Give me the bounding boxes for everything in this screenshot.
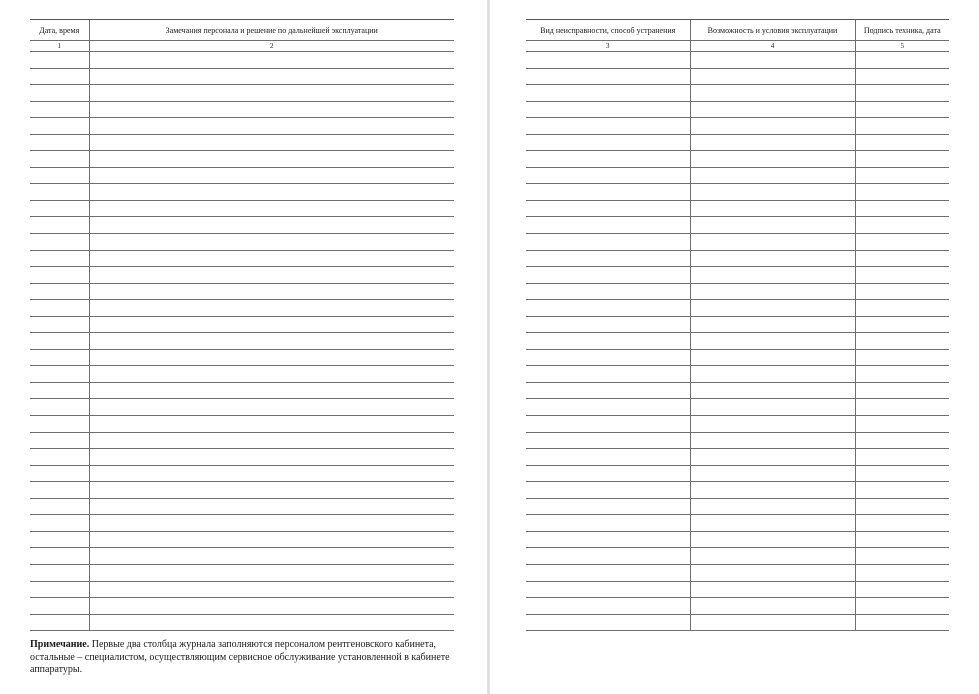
journal-row xyxy=(526,250,949,267)
journal-row xyxy=(526,416,949,433)
journal-cell[interactable] xyxy=(855,283,949,300)
journal-cell[interactable] xyxy=(30,52,89,69)
journal-cell[interactable] xyxy=(30,366,89,383)
journal-cell[interactable] xyxy=(30,267,89,284)
journal-row xyxy=(30,68,454,85)
journal-cell[interactable] xyxy=(855,432,949,449)
journal-cell[interactable] xyxy=(526,151,690,168)
journal-row xyxy=(30,300,454,317)
journal-row xyxy=(30,598,454,615)
journal-row xyxy=(30,52,454,69)
column-number-3: 3 xyxy=(526,41,690,52)
journal-cell[interactable] xyxy=(89,498,454,515)
journal-row xyxy=(30,366,454,383)
journal-cell[interactable] xyxy=(526,68,690,85)
journal-cell[interactable] xyxy=(855,300,949,317)
journal-cell[interactable] xyxy=(526,531,690,548)
column-number-4: 4 xyxy=(690,41,855,52)
journal-cell[interactable] xyxy=(30,316,89,333)
journal-cell[interactable] xyxy=(89,432,454,449)
journal-cell[interactable] xyxy=(690,52,855,69)
journal-cell[interactable] xyxy=(690,614,855,631)
journal-cell[interactable] xyxy=(526,234,690,251)
column-number-5: 5 xyxy=(855,41,949,52)
journal-cell[interactable] xyxy=(690,598,855,615)
journal-cell[interactable] xyxy=(30,68,89,85)
journal-cell[interactable] xyxy=(526,465,690,482)
journal-cell[interactable] xyxy=(30,234,89,251)
journal-cell[interactable] xyxy=(526,300,690,317)
journal-row xyxy=(30,316,454,333)
journal-row xyxy=(526,598,949,615)
column-header-date-time: Дата, время xyxy=(30,20,89,41)
journal-cell[interactable] xyxy=(690,531,855,548)
journal-row xyxy=(526,283,949,300)
journal-cell[interactable] xyxy=(30,200,89,217)
journal-cell[interactable] xyxy=(526,267,690,284)
journal-cell[interactable] xyxy=(30,449,89,466)
journal-row xyxy=(526,548,949,565)
journal-row xyxy=(526,482,949,499)
left-header-row xyxy=(30,20,454,41)
right-page xyxy=(490,0,979,694)
journal-cell[interactable] xyxy=(89,250,454,267)
journal-cell[interactable] xyxy=(690,200,855,217)
column-header-malfunction: Вид неисправности, способ устранения xyxy=(526,20,690,41)
journal-cell[interactable] xyxy=(30,151,89,168)
journal-cell[interactable] xyxy=(855,333,949,350)
journal-cell[interactable] xyxy=(30,250,89,267)
journal-cell[interactable] xyxy=(30,482,89,499)
journal-cell[interactable] xyxy=(855,515,949,532)
journal-row xyxy=(30,267,454,284)
journal-cell[interactable] xyxy=(690,482,855,499)
journal-cell[interactable] xyxy=(30,581,89,598)
journal-row xyxy=(30,382,454,399)
journal-cell[interactable] xyxy=(855,399,949,416)
journal-cell[interactable] xyxy=(690,184,855,201)
journal-row xyxy=(30,250,454,267)
journal-cell[interactable] xyxy=(690,267,855,284)
journal-note xyxy=(30,639,454,677)
journal-row xyxy=(526,432,949,449)
journal-cell[interactable] xyxy=(855,382,949,399)
journal-row xyxy=(526,167,949,184)
journal-cell[interactable] xyxy=(526,349,690,366)
journal-row xyxy=(526,449,949,466)
journal-cell[interactable] xyxy=(855,449,949,466)
journal-cell[interactable] xyxy=(690,250,855,267)
journal-row xyxy=(526,614,949,631)
journal-cell[interactable] xyxy=(30,167,89,184)
journal-row xyxy=(526,217,949,234)
left-column-number-row xyxy=(30,41,454,52)
journal-row xyxy=(526,300,949,317)
journal-cell[interactable] xyxy=(690,548,855,565)
journal-cell[interactable] xyxy=(690,349,855,366)
journal-row xyxy=(30,465,454,482)
left-page xyxy=(0,0,487,694)
journal-cell[interactable] xyxy=(690,465,855,482)
journal-cell[interactable] xyxy=(855,267,949,284)
journal-cell[interactable] xyxy=(526,614,690,631)
journal-cell[interactable] xyxy=(89,184,454,201)
journal-cell[interactable] xyxy=(89,614,454,631)
journal-cell[interactable] xyxy=(690,134,855,151)
journal-cell[interactable] xyxy=(855,68,949,85)
journal-row xyxy=(526,118,949,135)
journal-row xyxy=(30,151,454,168)
journal-cell[interactable] xyxy=(30,498,89,515)
journal-cell[interactable] xyxy=(690,432,855,449)
journal-row xyxy=(30,200,454,217)
journal-cell[interactable] xyxy=(30,101,89,118)
journal-cell[interactable] xyxy=(30,333,89,350)
journal-row xyxy=(30,531,454,548)
journal-cell[interactable] xyxy=(89,598,454,615)
journal-cell[interactable] xyxy=(89,217,454,234)
journal-row xyxy=(526,151,949,168)
journal-cell[interactable] xyxy=(30,465,89,482)
journal-cell[interactable] xyxy=(526,564,690,581)
journal-cell[interactable] xyxy=(690,118,855,135)
journal-row xyxy=(526,349,949,366)
journal-cell[interactable] xyxy=(89,416,454,433)
journal-cell[interactable] xyxy=(89,366,454,383)
journal-cell[interactable] xyxy=(30,217,89,234)
journal-cell[interactable] xyxy=(30,300,89,317)
journal-cell[interactable] xyxy=(30,184,89,201)
journal-cell[interactable] xyxy=(89,548,454,565)
journal-cell[interactable] xyxy=(30,531,89,548)
journal-row xyxy=(30,416,454,433)
journal-row xyxy=(30,498,454,515)
journal-cell[interactable] xyxy=(855,581,949,598)
journal-cell[interactable] xyxy=(690,101,855,118)
journal-cell[interactable] xyxy=(855,548,949,565)
journal-cell[interactable] xyxy=(690,498,855,515)
column-number-2: 2 xyxy=(89,41,454,52)
journal-row xyxy=(30,101,454,118)
journal-row xyxy=(30,482,454,499)
right-header-row xyxy=(526,20,949,41)
journal-cell[interactable] xyxy=(690,316,855,333)
journal-row xyxy=(30,333,454,350)
journal-row xyxy=(30,399,454,416)
journal-cell[interactable] xyxy=(855,101,949,118)
journal-cell[interactable] xyxy=(89,349,454,366)
journal-cell[interactable] xyxy=(30,399,89,416)
journal-cell[interactable] xyxy=(89,101,454,118)
journal-cell[interactable] xyxy=(526,382,690,399)
journal-cell[interactable] xyxy=(89,234,454,251)
journal-cell[interactable] xyxy=(89,581,454,598)
journal-cell[interactable] xyxy=(30,432,89,449)
journal-cell[interactable] xyxy=(526,449,690,466)
journal-cell[interactable] xyxy=(89,399,454,416)
journal-cell[interactable] xyxy=(690,515,855,532)
journal-row xyxy=(30,167,454,184)
journal-cell[interactable] xyxy=(690,217,855,234)
journal-cell[interactable] xyxy=(30,283,89,300)
journal-cell[interactable] xyxy=(89,482,454,499)
journal-cell[interactable] xyxy=(855,614,949,631)
journal-cell[interactable] xyxy=(526,482,690,499)
journal-cell[interactable] xyxy=(855,564,949,581)
journal-row xyxy=(526,333,949,350)
journal-cell[interactable] xyxy=(30,598,89,615)
journal-cell[interactable] xyxy=(855,250,949,267)
journal-row xyxy=(526,234,949,251)
column-number-1: 1 xyxy=(30,41,89,52)
journal-cell[interactable] xyxy=(30,515,89,532)
journal-cell[interactable] xyxy=(855,465,949,482)
column-header-remarks: Замечания персонала и решение по дальнейшей эксплуатации xyxy=(89,20,454,41)
journal-row xyxy=(526,200,949,217)
journal-cell[interactable] xyxy=(89,515,454,532)
journal-row xyxy=(526,498,949,515)
journal-cell[interactable] xyxy=(526,432,690,449)
journal-row xyxy=(30,234,454,251)
right-journal-table xyxy=(526,19,949,631)
journal-cell[interactable] xyxy=(855,134,949,151)
journal-row xyxy=(30,134,454,151)
journal-cell[interactable] xyxy=(526,52,690,69)
journal-cell[interactable] xyxy=(89,200,454,217)
journal-cell[interactable] xyxy=(30,118,89,135)
journal-cell[interactable] xyxy=(855,531,949,548)
journal-row xyxy=(30,217,454,234)
journal-row xyxy=(30,515,454,532)
journal-cell[interactable] xyxy=(526,134,690,151)
journal-cell[interactable] xyxy=(89,531,454,548)
journal-cell[interactable] xyxy=(89,316,454,333)
journal-cell[interactable] xyxy=(526,85,690,102)
journal-cell[interactable] xyxy=(690,333,855,350)
journal-cell[interactable] xyxy=(89,382,454,399)
journal-cell[interactable] xyxy=(526,283,690,300)
journal-cell[interactable] xyxy=(30,548,89,565)
column-header-technician-signature: Подпись техника, дата xyxy=(855,20,949,41)
journal-cell[interactable] xyxy=(89,465,454,482)
journal-row xyxy=(526,134,949,151)
journal-cell[interactable] xyxy=(855,167,949,184)
journal-row xyxy=(526,465,949,482)
journal-cell[interactable] xyxy=(690,399,855,416)
note-label: Примечание. xyxy=(30,639,90,650)
journal-row xyxy=(526,101,949,118)
journal-cell[interactable] xyxy=(526,217,690,234)
column-header-operation-conditions: Возможность и условия эксплуатации xyxy=(690,20,855,41)
journal-cell[interactable] xyxy=(30,382,89,399)
journal-cell[interactable] xyxy=(526,515,690,532)
journal-cell[interactable] xyxy=(690,300,855,317)
journal-row xyxy=(30,449,454,466)
journal-cell[interactable] xyxy=(855,598,949,615)
journal-cell[interactable] xyxy=(526,118,690,135)
journal-cell[interactable] xyxy=(89,564,454,581)
journal-cell[interactable] xyxy=(855,184,949,201)
journal-row xyxy=(526,85,949,102)
journal-cell[interactable] xyxy=(526,184,690,201)
journal-cell[interactable] xyxy=(89,283,454,300)
left-journal-table xyxy=(30,19,454,631)
journal-row xyxy=(30,85,454,102)
journal-row xyxy=(30,432,454,449)
journal-cell[interactable] xyxy=(855,234,949,251)
journal-cell[interactable] xyxy=(690,68,855,85)
journal-cell[interactable] xyxy=(89,333,454,350)
journal-cell[interactable] xyxy=(855,52,949,69)
journal-row xyxy=(526,581,949,598)
journal-row xyxy=(526,515,949,532)
journal-cell[interactable] xyxy=(30,134,89,151)
journal-cell[interactable] xyxy=(855,498,949,515)
journal-cell[interactable] xyxy=(89,85,454,102)
journal-cell[interactable] xyxy=(855,85,949,102)
journal-row xyxy=(526,366,949,383)
journal-row xyxy=(30,581,454,598)
journal-cell[interactable] xyxy=(526,399,690,416)
journal-cell[interactable] xyxy=(89,449,454,466)
journal-cell[interactable] xyxy=(690,449,855,466)
journal-cell[interactable] xyxy=(526,200,690,217)
journal-row xyxy=(526,316,949,333)
journal-cell[interactable] xyxy=(526,167,690,184)
journal-row xyxy=(30,283,454,300)
journal-cell[interactable] xyxy=(526,366,690,383)
journal-cell[interactable] xyxy=(89,267,454,284)
journal-cell[interactable] xyxy=(855,482,949,499)
journal-row xyxy=(30,349,454,366)
journal-cell[interactable] xyxy=(690,416,855,433)
journal-cell[interactable] xyxy=(855,151,949,168)
journal-row xyxy=(526,399,949,416)
journal-cell[interactable] xyxy=(526,416,690,433)
journal-cell[interactable] xyxy=(526,316,690,333)
journal-row xyxy=(526,68,949,85)
journal-row xyxy=(526,531,949,548)
journal-cell[interactable] xyxy=(690,151,855,168)
journal-cell[interactable] xyxy=(855,200,949,217)
journal-cell[interactable] xyxy=(30,416,89,433)
journal-cell[interactable] xyxy=(89,68,454,85)
journal-cell[interactable] xyxy=(855,118,949,135)
journal-cell[interactable] xyxy=(855,349,949,366)
journal-row xyxy=(30,548,454,565)
journal-cell[interactable] xyxy=(855,217,949,234)
journal-cell[interactable] xyxy=(30,564,89,581)
journal-row xyxy=(526,382,949,399)
journal-row xyxy=(30,564,454,581)
journal-row xyxy=(30,614,454,631)
journal-cell[interactable] xyxy=(690,382,855,399)
journal-cell[interactable] xyxy=(855,366,949,383)
journal-row xyxy=(526,52,949,69)
journal-cell[interactable] xyxy=(690,581,855,598)
journal-cell[interactable] xyxy=(526,581,690,598)
journal-cell[interactable] xyxy=(30,85,89,102)
journal-cell[interactable] xyxy=(690,283,855,300)
journal-cell[interactable] xyxy=(89,300,454,317)
journal-cell[interactable] xyxy=(89,151,454,168)
journal-cell[interactable] xyxy=(89,167,454,184)
right-column-number-row xyxy=(526,41,949,52)
journal-cell[interactable] xyxy=(690,564,855,581)
journal-row xyxy=(526,184,949,201)
journal-cell[interactable] xyxy=(526,250,690,267)
journal-cell[interactable] xyxy=(526,101,690,118)
journal-cell[interactable] xyxy=(30,349,89,366)
journal-cell[interactable] xyxy=(526,548,690,565)
note-text: Первые два столбца журнала заполняются персоналом рентгеновского кабинета, остальные – специалистом, осуществляющим сервисное обслуживание установленной в кабинете аппаратуры. xyxy=(30,639,450,675)
journal-cell[interactable] xyxy=(89,118,454,135)
journal-row xyxy=(30,118,454,135)
journal-cell[interactable] xyxy=(526,333,690,350)
journal-cell[interactable] xyxy=(855,316,949,333)
journal-cell[interactable] xyxy=(855,416,949,433)
journal-cell[interactable] xyxy=(690,85,855,102)
journal-row xyxy=(526,564,949,581)
journal-cell[interactable] xyxy=(89,52,454,69)
journal-cell[interactable] xyxy=(526,598,690,615)
journal-cell[interactable] xyxy=(690,167,855,184)
journal-cell[interactable] xyxy=(526,498,690,515)
journal-cell[interactable] xyxy=(690,234,855,251)
journal-row xyxy=(30,184,454,201)
journal-cell[interactable] xyxy=(89,134,454,151)
journal-cell[interactable] xyxy=(690,366,855,383)
journal-row xyxy=(526,267,949,284)
journal-cell[interactable] xyxy=(30,614,89,631)
